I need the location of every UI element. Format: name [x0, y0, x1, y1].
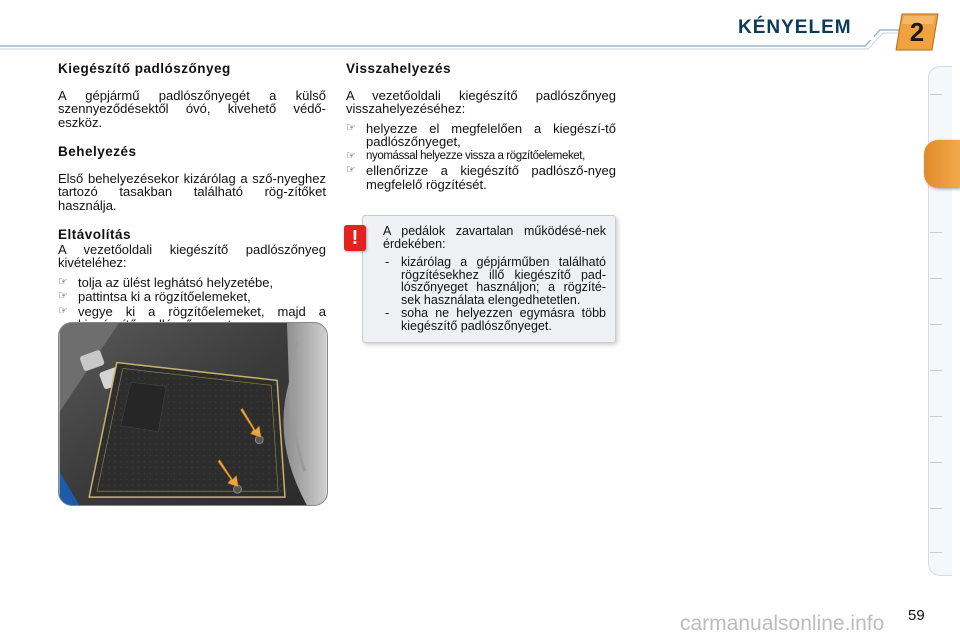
chapter-tab-active[interactable] [924, 140, 960, 188]
tab-divider [930, 462, 942, 463]
pointing-hand-icon: ☞ [58, 290, 68, 302]
floor-mat-photo [58, 322, 328, 506]
tab-divider [930, 94, 942, 95]
tab-divider [930, 324, 942, 325]
list-item: ☞ nyomással helyezze vissza a rögzítőelemeket, [346, 149, 585, 162]
list-item: - kizárólag a gépjárműben található rögzítésekhez illő kiegészítő pad-lószőnyeget használjon; a rögzíté-sek használata elengedhetetlen. [385, 255, 606, 307]
chapter-number: 2 [909, 17, 925, 47]
warning-list [383, 256, 606, 332]
list-item: ☞ pattintsa ki a rögzítőelemeket, [58, 289, 251, 304]
tab-divider [930, 232, 942, 233]
list-item: ☞ helyezze el megfelelően a kiegészí-tő padlószőnyeget, [346, 120, 616, 149]
watermark: carmanualsonline.info [680, 612, 885, 635]
section-heading-installation: Behelyezés [58, 144, 137, 159]
section-intro-refitting: A vezetőoldali kiegészítő padlószőnyeg visszahelyezéséhez: [346, 87, 616, 116]
pointing-hand-icon: ☞ [346, 164, 356, 176]
chapter-title: KÉNYELEM [738, 17, 852, 38]
warning-intro: A pedálok zavartalan működésé-nek érdekében: [383, 224, 606, 251]
section-heading-floor-mat: Kiegészítő padlószőnyeg [58, 61, 231, 76]
refitting-steps-list [346, 122, 616, 192]
left-column [58, 62, 326, 333]
section-text-installation: Első behelyezésekor kizárólag a sző-nyeghez tartozó tasakban található rög-zítőket használja. [58, 170, 326, 213]
pointing-hand-icon: ☞ [58, 304, 68, 317]
tab-divider [930, 370, 942, 371]
pointing-hand-icon: ☞ [58, 275, 68, 288]
tab-divider [930, 416, 942, 417]
list-item: ☞ vegye ki a rögzítőelemeket, majd a [58, 303, 326, 319]
list-item: ☞ tolja az ülést leghátsó helyzetébe, [58, 274, 274, 290]
section-heading-removal: Eltávolítás [58, 227, 132, 242]
warning-box [362, 215, 616, 343]
tab-divider [930, 278, 942, 279]
warning-exclamation-icon: ! [344, 225, 366, 251]
section-intro-removal: A vezetőoldali kiegészítő padlószőnyeg kivételéhez: [58, 241, 326, 270]
page-number: 59 [908, 607, 925, 624]
section-text-floor-mat: A gépjármű padlószőnyegét a külső szennyeződésektől óvó, kivehető védő-eszköz. [58, 87, 326, 130]
tab-divider [930, 508, 942, 509]
section-heading-refitting: Visszahelyezés [346, 61, 452, 76]
middle-column [346, 62, 616, 192]
list-item: ☞ ellenőrizze a kiegészítő padlósző-nyeg megfelelő rögzítését. [346, 163, 616, 192]
pointing-hand-icon: ☞ [346, 149, 356, 162]
tab-divider [930, 552, 942, 553]
pointing-hand-icon: ☞ [346, 121, 356, 134]
list-item: - soha ne helyezzen egymásra több kiegészítő padlószőnyeget. [385, 306, 606, 333]
